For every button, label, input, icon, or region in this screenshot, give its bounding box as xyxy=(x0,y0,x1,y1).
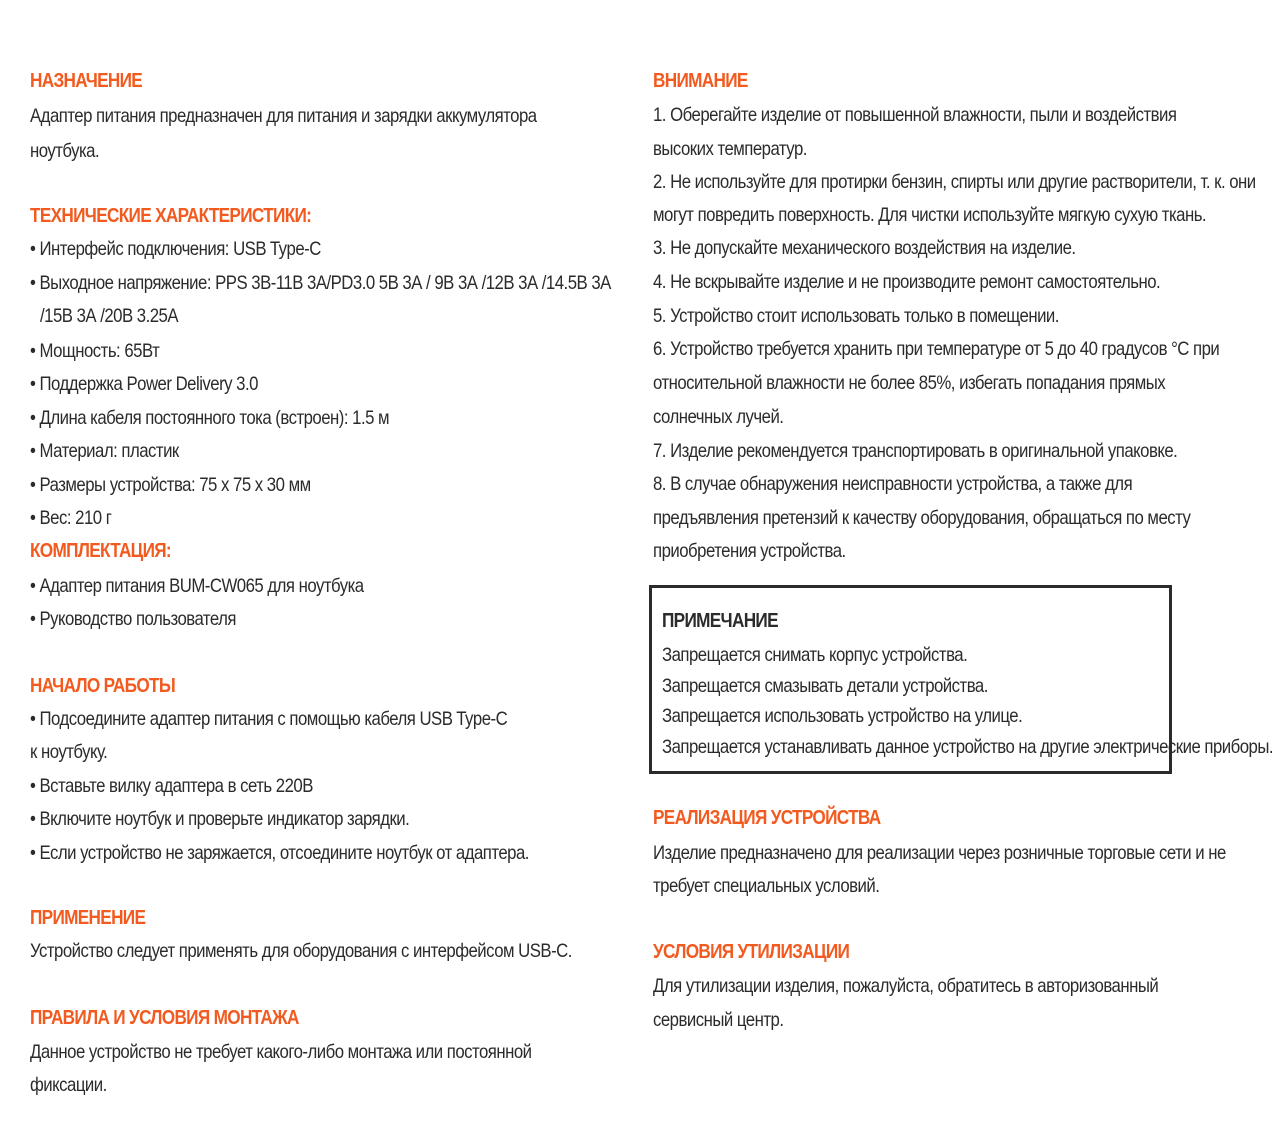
sales-heading: РЕАЛИЗАЦИЯ УСТРОЙСТВА xyxy=(653,807,881,829)
warning-line: 7. Изделие рекомендуется транспортировать в оригинальной упаковке. xyxy=(653,440,1178,462)
spec-item: • Мощность: 65Вт xyxy=(30,340,160,362)
spec-item: /15В 3А /20В 3.25А xyxy=(40,305,179,327)
warning-line: приобретения устройства. xyxy=(653,540,846,562)
sales-line: требует специальных условий. xyxy=(653,875,880,897)
usage-line: Устройство следует применять для оборудования с интерфейсом USB-C. xyxy=(30,940,572,962)
warning-heading: ВНИМАНИЕ xyxy=(653,70,748,92)
mounting-line: фиксации. xyxy=(30,1074,107,1096)
warning-line: 6. Устройство требуется хранить при температуре от 5 до 40 градусов °С при xyxy=(653,338,1220,360)
sales-line: Изделие предназначено для реализации через розничные торговые сети и не xyxy=(653,842,1226,864)
start-item: • Включите ноутбук и проверьте индикатор зарядки. xyxy=(30,808,410,830)
start-item: • Если устройство не заряжается, отсоедините ноутбук от адаптера. xyxy=(30,842,529,864)
note-line: Запрещается смазывать детали устройства. xyxy=(662,675,988,697)
purpose-heading: НАЗНАЧЕНИЕ xyxy=(30,70,143,92)
warning-line: предъявления претензий к качеству оборудования, обращаться по месту xyxy=(653,507,1191,529)
package-heading: КОМПЛЕКТАЦИЯ: xyxy=(30,540,171,562)
warning-line: 8. В случае обнаружения неисправности устройства, а также для xyxy=(653,473,1133,495)
note-line: Запрещается устанавливать данное устройство на другие электрические приборы. xyxy=(662,736,1273,758)
specs-heading: ТЕХНИЧЕСКИЕ ХАРАКТЕРИСТИКИ: xyxy=(30,205,312,227)
disposal-line: Для утилизации изделия, пожалуйста, обратитесь в авторизованный xyxy=(653,975,1159,997)
spec-item: • Вес: 210 г xyxy=(30,507,112,529)
warning-line: относительной влажности не более 85%, избегать попадания прямых xyxy=(653,372,1166,394)
disposal-heading: УСЛОВИЯ УТИЛИЗАЦИИ xyxy=(653,941,850,963)
usage-heading: ПРИМЕНЕНИЕ xyxy=(30,907,146,929)
mounting-heading: ПРАВИЛА И УСЛОВИЯ МОНТАЖА xyxy=(30,1007,299,1029)
spec-item: • Выходное напряжение: PPS 3В-11В 3А/PD3.0 5В 3А / 9В 3А /12В 3А /14.5В 3А xyxy=(30,272,611,294)
spec-item: • Интерфейс подключения: USB Type-C xyxy=(30,238,321,260)
purpose-line: ноутбука. xyxy=(30,140,100,162)
spec-item: • Материал: пластик xyxy=(30,440,179,462)
purpose-line: Адаптер питания предназначен для питания и зарядки аккумулятора xyxy=(30,105,537,127)
spec-item: • Поддержка Power Delivery 3.0 xyxy=(30,373,258,395)
start-item: к ноутбуку. xyxy=(30,741,108,763)
note-line: Запрещается снимать корпус устройства. xyxy=(662,644,968,666)
note-heading: ПРИМЕЧАНИЕ xyxy=(662,610,778,632)
spec-item: • Длина кабеля постоянного тока (встроен): 1.5 м xyxy=(30,407,390,429)
warning-line: 5. Устройство стоит использовать только в помещении. xyxy=(653,305,1059,327)
package-item: • Адаптер питания BUM-CW065 для ноутбука xyxy=(30,575,364,597)
start-heading: НАЧАЛО РАБОТЫ xyxy=(30,675,176,697)
warning-line: могут повредить поверхность. Для чистки используйте мягкую сухую ткань. xyxy=(653,204,1207,226)
warning-line: 2. Не используйте для протирки бензин, спирты или другие растворители, т. к. они xyxy=(653,171,1256,193)
start-item: • Вставьте вилку адаптера в сеть 220В xyxy=(30,775,313,797)
warning-line: высоких температур. xyxy=(653,138,807,160)
note-line: Запрещается использовать устройство на улице. xyxy=(662,705,1023,727)
start-item: • Подсоедините адаптер питания с помощью кабеля USB Type-C xyxy=(30,708,508,730)
package-item: • Руководство пользователя xyxy=(30,608,236,630)
mounting-line: Данное устройство не требует какого-либо монтажа или постоянной xyxy=(30,1041,532,1063)
warning-line: 3. Не допускайте механического воздействия на изделие. xyxy=(653,237,1076,259)
warning-line: 4. Не вскрывайте изделие и не производите ремонт самостоятельно. xyxy=(653,271,1161,293)
spec-item: • Размеры устройства: 75 х 75 х 30 мм xyxy=(30,474,311,496)
disposal-line: сервисный центр. xyxy=(653,1009,784,1031)
warning-line: 1. Оберегайте изделие от повышенной влажности, пыли и воздействия xyxy=(653,104,1177,126)
warning-line: солнечных лучей. xyxy=(653,406,784,428)
